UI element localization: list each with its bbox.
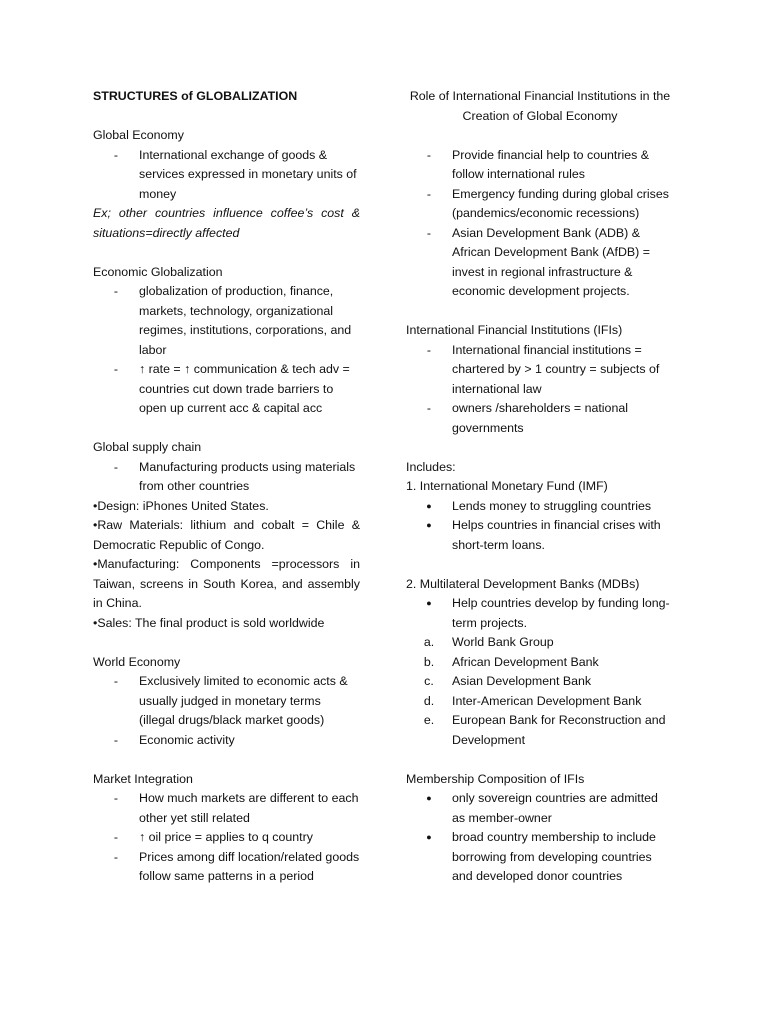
letter-marker: a. bbox=[423, 635, 435, 649]
letter-marker: b. bbox=[423, 654, 435, 669]
list-item-text: Prices among diff location/related goods follow same patterns in a period bbox=[139, 849, 360, 883]
market-integration-heading: Market Integration bbox=[93, 771, 193, 786]
bullet-dot-icon: ● bbox=[426, 832, 432, 842]
list-item-text: European Bank for Reconstruction and Development bbox=[452, 713, 666, 747]
left-column bbox=[93, 87, 360, 887]
dash-marker: - bbox=[113, 674, 119, 688]
list-item bbox=[406, 146, 674, 185]
global-supply-chain-heading: Global supply chain bbox=[93, 440, 202, 454]
list-item-text: broad country membership to include borrowing from developing countries and developed donor countries bbox=[452, 830, 656, 883]
supply-chain-bullet: •Manufacturing: Components =processors in Taiwan, screens in South Korea, and assembly in China. bbox=[93, 557, 360, 610]
bullet-dot-icon: ● bbox=[426, 520, 432, 530]
dash-marker: - bbox=[113, 459, 119, 474]
supply-chain-bullet: •Design: iPhones United States. bbox=[93, 498, 269, 513]
dash-marker: - bbox=[113, 830, 119, 844]
list-item-text: How much markets are different to each other yet still related bbox=[139, 791, 359, 825]
list-item-text: Helps countries in financial crises with short-term loans. bbox=[452, 518, 661, 552]
list-item-text: globalization of production, finance, markets, technology, organizational regimes, institutions, corporations, and labor bbox=[139, 284, 352, 357]
world-economy-heading: World Economy bbox=[93, 654, 181, 669]
dash-marker: - bbox=[113, 362, 119, 376]
list-item bbox=[406, 789, 674, 828]
list-item-text: owners /shareholders = national governments bbox=[452, 401, 628, 435]
list-item-text: ↑ oil price = applies to q country bbox=[139, 830, 313, 844]
right-title: Role of International Financial Institutions in the Creation of Global Economy bbox=[409, 89, 671, 123]
dash-marker: - bbox=[426, 401, 432, 415]
dash-marker: - bbox=[426, 147, 432, 162]
list-item bbox=[406, 399, 674, 438]
bullet-dot-icon: ● bbox=[426, 500, 432, 511]
bullet-dot-icon: ● bbox=[426, 793, 432, 803]
dash-marker: - bbox=[113, 732, 119, 747]
list-item bbox=[406, 672, 674, 692]
list-item-text: ↑ rate = ↑ communication & tech adv = countries cut down trade barriers to open up current acc & capital acc bbox=[139, 362, 350, 415]
list-item bbox=[406, 185, 674, 224]
global-economy-heading: Global Economy bbox=[93, 128, 184, 142]
list-item bbox=[93, 458, 360, 497]
list-item bbox=[93, 672, 360, 731]
dash-marker: - bbox=[113, 849, 119, 864]
list-item bbox=[406, 224, 674, 302]
list-item bbox=[93, 731, 360, 751]
letter-marker: c. bbox=[424, 674, 434, 688]
dash-marker: - bbox=[113, 791, 119, 805]
supply-chain-bullet: •Sales: The final product is sold worldwide bbox=[93, 615, 325, 630]
list-item-text: Manufacturing products using materials from other countries bbox=[139, 459, 356, 493]
list-item-text: Inter-American Development Bank bbox=[452, 693, 642, 708]
list-item-text: Emergency funding during global crises (pandemics/economic recessions) bbox=[452, 186, 669, 220]
mdbs-heading: 2. Multilateral Development Banks (MDBs) bbox=[406, 576, 640, 591]
list-item-text: only sovereign countries are admitted as member-owner bbox=[452, 791, 658, 825]
list-item-text: Asian Development Bank bbox=[452, 674, 592, 688]
list-item bbox=[406, 692, 674, 712]
list-item bbox=[93, 282, 360, 360]
dash-marker: - bbox=[426, 186, 432, 201]
list-item-text: African Development Bank bbox=[452, 654, 599, 669]
bullet-dot-icon: ● bbox=[426, 598, 432, 608]
list-item bbox=[406, 828, 674, 887]
dash-marker: - bbox=[113, 284, 119, 298]
list-item bbox=[93, 789, 360, 828]
includes-label: Includes: bbox=[406, 459, 456, 474]
list-item bbox=[93, 360, 360, 419]
dash-marker: - bbox=[426, 225, 432, 240]
list-item bbox=[406, 594, 674, 633]
list-item-text: Lends money to struggling countries bbox=[452, 498, 652, 513]
membership-heading: Membership Composition of IFIs bbox=[406, 771, 585, 786]
list-item-text: Economic activity bbox=[139, 732, 235, 747]
list-item bbox=[93, 828, 360, 848]
right-column bbox=[406, 87, 674, 887]
list-item bbox=[406, 633, 674, 653]
list-item bbox=[93, 848, 360, 887]
list-item bbox=[406, 497, 674, 517]
left-title: STRUCTURES of GLOBALIZATION bbox=[93, 89, 298, 103]
supply-chain-bullet: •Raw Materials: lithium and cobalt = Chile & Democratic Republic of Congo. bbox=[93, 518, 360, 552]
imf-heading: 1. International Monetary Fund (IMF) bbox=[406, 479, 608, 493]
list-item bbox=[406, 516, 674, 555]
list-item-text: International exchange of goods & services expressed in monetary units of money bbox=[139, 147, 357, 201]
list-item-text: Help countries develop by funding long-term projects. bbox=[452, 596, 670, 630]
letter-marker: e. bbox=[423, 713, 435, 727]
list-item bbox=[406, 711, 674, 750]
list-item bbox=[93, 146, 360, 205]
economic-globalization-heading: Economic Globalization bbox=[93, 264, 223, 279]
list-item-text: International financial institutions = chartered by > 1 country = subjects of international law bbox=[452, 342, 660, 396]
list-item-text: Asian Development Bank (ADB) & African Development Bank (AfDB) = invest in regional infrastructure & economic development projects. bbox=[452, 225, 650, 298]
list-item bbox=[406, 653, 674, 673]
list-item-text: Exclusively limited to economic acts & usually judged in monetary terms (illegal drugs/black market goods) bbox=[139, 674, 348, 727]
dash-marker: - bbox=[426, 342, 432, 357]
dash-marker: - bbox=[113, 147, 119, 162]
example-text: Ex; other countries influence coffee’s cost & situations=directly affected bbox=[93, 206, 360, 240]
list-item-text: World Bank Group bbox=[452, 635, 554, 649]
list-item bbox=[406, 341, 674, 400]
list-item-text: Provide financial help to countries & follow international rules bbox=[452, 147, 649, 181]
letter-marker: d. bbox=[423, 693, 435, 708]
ifis-heading: International Financial Institutions (IFIs) bbox=[406, 323, 623, 337]
